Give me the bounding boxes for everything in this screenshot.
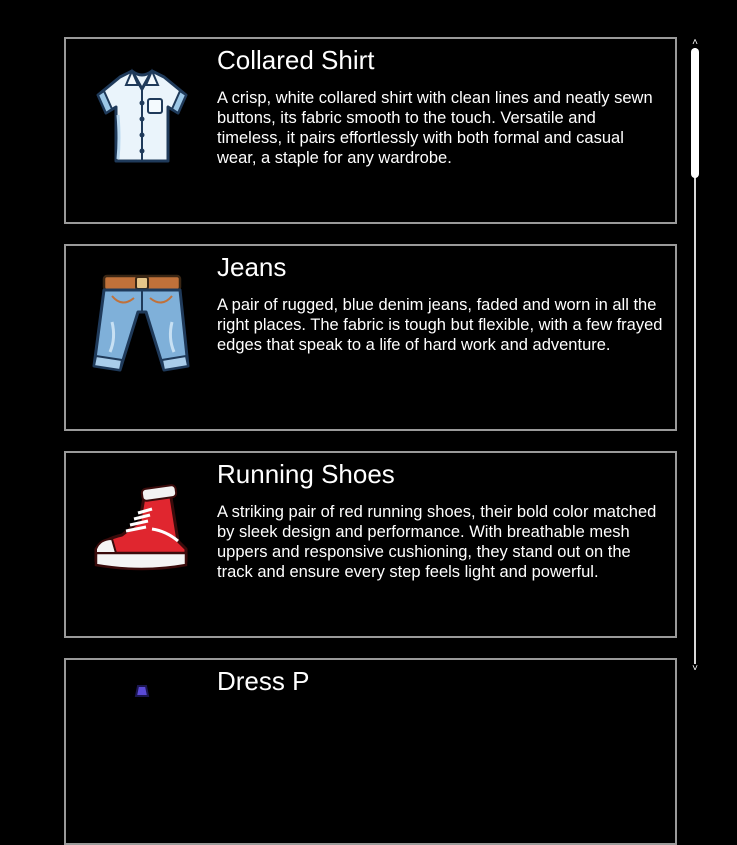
product-card-jeans[interactable] <box>64 244 677 431</box>
product-title: Collared Shirt <box>217 45 375 75</box>
product-list <box>64 37 677 696</box>
product-title: Running Shoes <box>217 459 395 489</box>
sneaker-icon <box>82 469 202 589</box>
vertical-scrollbar[interactable] <box>688 38 702 674</box>
product-title: Jeans <box>217 252 287 282</box>
product-card-running-shoes[interactable] <box>64 451 677 638</box>
dress-icon <box>82 676 202 796</box>
scroll-thumb[interactable] <box>691 48 699 178</box>
product-title: Dress P <box>217 666 310 696</box>
jeans-icon <box>82 262 202 382</box>
shirt-icon <box>82 55 202 175</box>
product-card-collared-shirt[interactable] <box>64 37 677 224</box>
product-description: A pair of rugged, blue denim jeans, faded and worn in all the right places. The fabric is tough but flexible, with a few frayed edges that speak to a life of hard work and adventure. <box>217 296 663 354</box>
product-description: A striking pair of red running shoes, their bold color matched by sleek design and performance. With breathable mesh uppers and responsive cushioning, they stand out on the track and ensure every step feels light and powerful. <box>217 503 657 581</box>
scroll-up-arrow[interactable]: ˄ <box>692 37 698 48</box>
product-description: A crisp, white collared shirt with clean lines and neatly sewn buttons, its fabric smooth to the touch. Versatile and timeless, it pairs effortlessly with both formal and casual wear, a staple for any wardrobe. <box>217 89 653 167</box>
product-card-dress[interactable] <box>64 658 677 845</box>
scroll-down-arrow[interactable]: ˅ <box>692 663 698 674</box>
